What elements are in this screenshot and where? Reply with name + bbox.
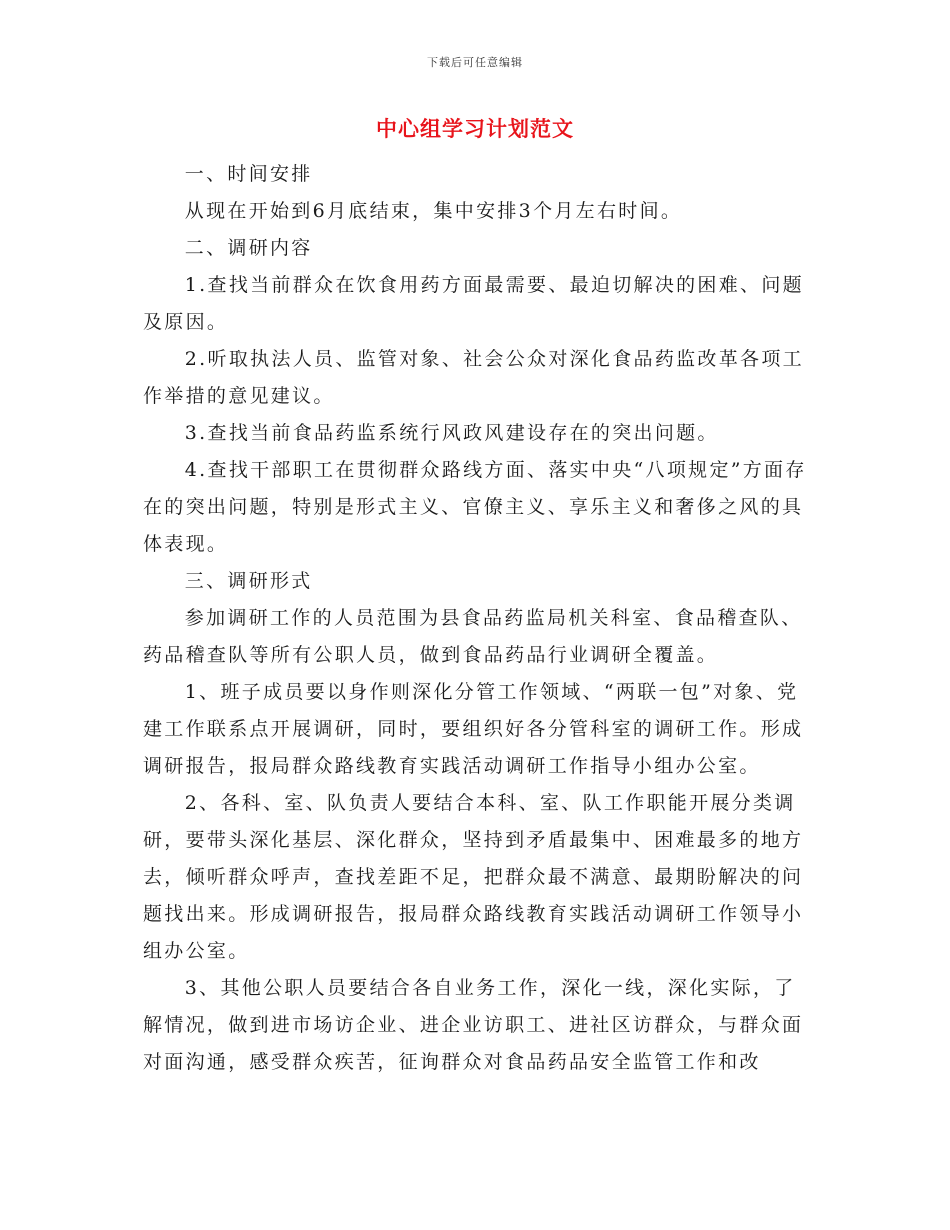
section-heading-schedule: 一、时间安排	[184, 163, 313, 185]
section-heading-content: 二、调研内容	[184, 237, 313, 259]
paragraph-schedule: 从现在开始到6月底结束，集中安排3个月左右时间。	[184, 200, 683, 222]
document-body	[143, 156, 811, 1081]
paragraph-content-1: 1.查找当前群众在饮食用药方面最需要、最迫切解决的困难、问题及原因。	[143, 274, 804, 333]
header-note: 下载后可任意编辑	[427, 56, 523, 69]
section-heading-form: 三、调研形式	[184, 570, 313, 592]
paragraph-content-4: 4.查找干部职工在贯彻群众路线方面、落实中央“八项规定”方面存在的突出问题，特别是形式主义、官僚主义、享乐主义和奢侈之风的具体表现。	[143, 459, 807, 555]
paragraph-form-intro: 参加调研工作的人员范围为县食品药监局机关科室、食品稽查队、药品稽查队等所有公职人员，做到食品药品行业调研全覆盖。	[143, 607, 803, 666]
document-title: 中心组学习计划范文	[376, 116, 574, 141]
paragraph-content-3: 3.查找当前食品药监系统行风政风建设存在的突出问题。	[184, 422, 719, 444]
paragraph-content-2: 2.听取执法人员、监管对象、社会公众对深化食品药监改革各项工作举措的意见建议。	[143, 348, 804, 407]
paragraph-form-2: 2、各科、室、队负责人要结合本科、室、队工作职能开展分类调研，要带头深化基层、深化群众，坚持到矛盾最集中、困难最多的地方去，倾听群众呼声，查找差距不足，把群众最不满意、最期盼解决的问题找出来。形成调研报告，报局群众路线教育实践活动调研工作领导小组办公室。	[143, 792, 804, 962]
paragraph-form-1: 1、班子成员要以身作则深化分管工作领域、“两联一包”对象、党建工作联系点开展调研，同时，要组织好各分管科室的调研工作。形成调研报告，报局群众路线教育实践活动调研工作指导小组办公室。	[143, 681, 804, 777]
paragraph-form-3: 3、其他公职人员要结合各自业务工作，深化一线，深化实际，了解情况，做到进市场访企业、进企业访职工、进社区访群众，与群众面对面沟通，感受群众疾苦，征询群众对食品药品安全监管工作和改	[143, 977, 804, 1073]
